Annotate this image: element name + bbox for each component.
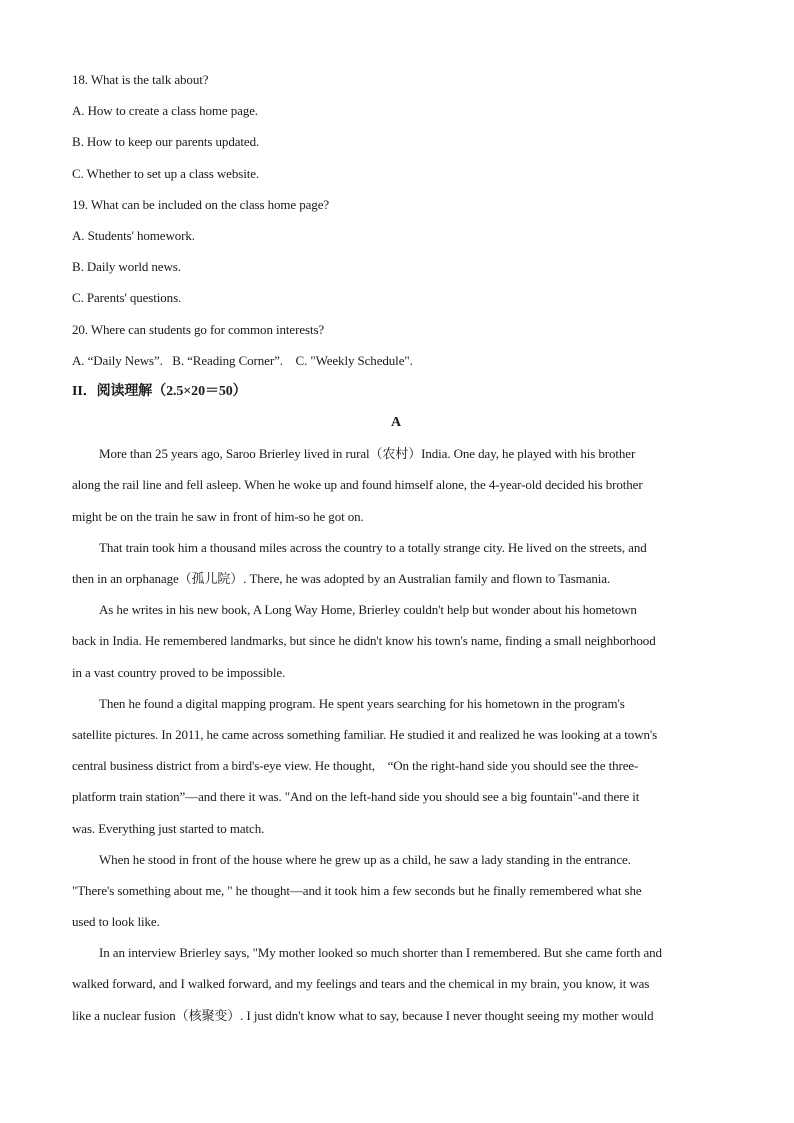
passage-line: platform train station”—and there it was. "And on the left-hand side you should see a big fountain"-and there it bbox=[72, 789, 640, 805]
passage-line: like a nuclear fusion（核聚变）. I just didn't know what to say, because I never thought seeing my mother would bbox=[72, 1007, 654, 1023]
passage-line: used to look like. bbox=[72, 914, 160, 930]
question-18-option-b: B. How to keep our parents updated. bbox=[72, 134, 260, 150]
question-19-option-a: A. Students' homework. bbox=[72, 227, 195, 243]
question-19-stem: 19. What can be included on the class home page? bbox=[72, 196, 330, 212]
passage-line: along the rail line and fell asleep. When he woke up and found himself alone, the 4-year-old decided his brother bbox=[72, 477, 643, 493]
question-19-option-c: C. Parents' questions. bbox=[72, 290, 182, 306]
passage-line: In an interview Brierley says, "My mother looked so much shorter than I remembered. But she came forth and bbox=[99, 945, 662, 961]
passage-line: satellite pictures. In 2011, he came across something familiar. He studied it and realized he was looking at a town's bbox=[72, 726, 658, 742]
passage-line: in a vast country proved to be impossible. bbox=[72, 664, 286, 680]
passage-line: walked forward, and I walked forward, and my feelings and tears and the chemical in my brain, you know, it was bbox=[72, 976, 650, 992]
section-heading: II．阅读理解（2.5×20＝50） bbox=[72, 383, 247, 399]
question-18-option-a: A. How to create a class home page. bbox=[72, 103, 259, 119]
question-20-options: A. “Daily News”. B. “Reading Corner”. C. "Weekly Schedule". bbox=[72, 352, 413, 368]
passage-line: As he writes in his new book, A Long Way Home, Brierley couldn't help but wonder about his hometown bbox=[99, 602, 637, 618]
passage-line: When he stood in front of the house where he grew up as a child, he saw a lady standing in the entrance. bbox=[99, 851, 631, 867]
passage-line: "There's something about me, " he thought—and it took him a few seconds but he finally remembered what she bbox=[72, 882, 642, 898]
passage-line: More than 25 years ago, Saroo Brierley lived in rural（农村）India. One day, he played with his brother bbox=[99, 446, 636, 462]
question-18-stem: 18. What is the talk about? bbox=[72, 72, 209, 87]
passage-line: might be on the train he saw in front of him-so he got on. bbox=[72, 508, 364, 524]
question-18-option-c: C. Whether to set up a class website. bbox=[72, 165, 260, 181]
passage-line: then in an orphanage（孤儿院）. There, he was adopted by an Australian family and flown to Tasmania. bbox=[72, 571, 611, 586]
passage-line: back in India. He remembered landmarks, but since he didn't know his town's name, finding a small neighborhood bbox=[72, 633, 656, 649]
question-20-stem: 20. Where can students go for common interests? bbox=[72, 321, 325, 337]
question-19-option-b: B. Daily world news. bbox=[72, 259, 181, 275]
passage-line: central business district from a bird's-eye view. He thought, “On the right-hand side you should see the three- bbox=[72, 758, 639, 774]
passage-line: was. Everything just started to match. bbox=[72, 820, 265, 836]
passage-label: A bbox=[390, 415, 401, 431]
document-page bbox=[72, 64, 720, 1031]
passage-line: That train took him a thousand miles across the country to a totally strange city. He lived on the streets, and bbox=[99, 539, 647, 555]
passage-line: Then he found a digital mapping program. He spent years searching for his hometown in the program's bbox=[99, 695, 625, 711]
